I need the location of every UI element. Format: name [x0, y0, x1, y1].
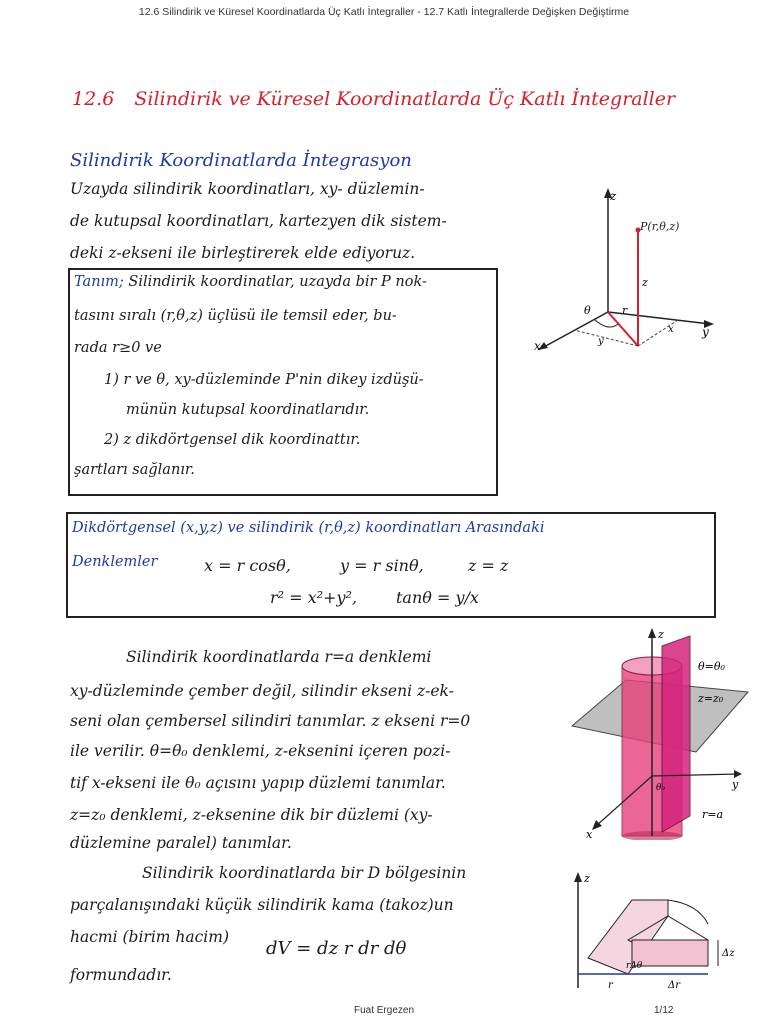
body-line: parçalanışındaki küçük silindirik kama (takoz)un [70, 896, 454, 914]
fig3-r-label: r [608, 980, 613, 991]
definition-line: 1) r ve θ, xy-düzleminde P'nin dikey izdüşü- [104, 372, 424, 388]
body-line: Silindirik koordinatlarda bir D bölgesinin [142, 864, 467, 882]
intro-line-2: de kutupsal koordinatları, kartezyen dik sistem- [70, 212, 447, 230]
relations-title-1: Dikdörtgensel (x,y,z) ve silindirik (r,θ,z) koordinatları Arasındaki [72, 520, 545, 536]
fig2-x-label: x [586, 828, 593, 840]
fig2-angle-label: θ₀ [656, 783, 666, 793]
fig2-ra-label: r=a [702, 808, 724, 821]
fig2-theta0-label: θ=θ₀ [698, 660, 725, 673]
fig1-point-label: P(r,θ,z) [640, 220, 680, 233]
cylindrical-wedge-figure [568, 870, 754, 994]
fig1-z-height: z [642, 276, 648, 289]
relations-title-2: Denklemler [72, 554, 158, 570]
definition-line: 2) z dikdörtgensel dik koordinattır. [104, 432, 361, 448]
body-line: xy-düzleminde çember değil, silindir ekseni z-ek- [70, 682, 454, 700]
fig3-rdtheta-label: rΔθ [626, 961, 643, 971]
chapter-title [72, 88, 675, 110]
fig1-theta-label: θ [584, 304, 591, 317]
definition-line: şartları sağlanır. [74, 462, 195, 478]
equation-r: r² = x²+y², [270, 588, 358, 607]
equation-x: x = r cosθ, [204, 556, 291, 575]
body-line: tif x-ekseni ile θ₀ açısını yapıp düzlemi tanımlar. [70, 774, 446, 792]
definition-first-line [74, 274, 427, 290]
definition-label: Tanım; [74, 274, 124, 290]
footer-author: Fuat Ergezen [353, 1005, 415, 1016]
fig1-x-label: x [534, 339, 541, 353]
definition-line: rada r≥0 ve [74, 340, 162, 356]
definition-line: tasını sıralı (r,θ,z) üçlüsü ile temsil eder, bu- [74, 308, 397, 324]
fig3-z-label: z [584, 872, 590, 885]
fig2-y-label: y [732, 778, 739, 791]
equation-z: z = z [468, 556, 509, 575]
equation-tan: tanθ = y/x [396, 588, 479, 607]
volume-element-formula: dV = dz r dr dθ [266, 938, 407, 959]
fig2-z0-label: z=z₀ [698, 692, 724, 705]
body-line: ile verilir. θ=θ₀ denklemi, z-eksenini içeren pozi- [70, 742, 451, 760]
fig1-x-coord: x [668, 324, 674, 335]
page-number: 1/12 [654, 1005, 674, 1016]
body-line: formundadır. [70, 966, 172, 984]
fig1-r-label: r [622, 304, 628, 317]
intro-line-1: Uzayda silindirik koordinatları, xy- düzlemin- [70, 180, 425, 198]
body-line: z=z₀ denklemi, z-eksenine dik bir düzlemi (xy- [70, 806, 433, 824]
cylinder-planes-figure [566, 626, 756, 840]
body-line: Silindirik koordinatlarda r=a denklemi [126, 648, 432, 666]
chapter-number: 12.6 [72, 88, 115, 110]
chapter-title-text: Silindirik ve Küresel Koordinatlarda Üç Katlı İntegraller [134, 88, 676, 110]
body-line: hacmi (birim hacim) [70, 928, 230, 946]
fig1-y-label: y [702, 325, 709, 339]
body-line: düzlemine paralel) tanımlar. [70, 834, 292, 852]
intro-line-3: deki z-ekseni ile birleştirerek elde ediyoruz. [70, 244, 416, 262]
section-heading: Silindirik Koordinatlarda İntegrasyon [70, 150, 412, 171]
definition-first: Silindirik koordinatlar, uzayda bir P nok- [128, 274, 427, 290]
fig1-y-coord: y [598, 336, 604, 347]
equation-y: y = r sinθ, [340, 556, 424, 575]
body-line: seni olan çembersel silindiri tanımlar. z ekseni r=0 [70, 712, 471, 730]
page-header: 12.6 Silindirik ve Küresel Koordinatlarda Üç Katlı İntegraller - 12.7 Katlı İntegrallerde Değişken Değiştirme [138, 6, 630, 18]
fig3-dz-label: Δz [722, 948, 735, 959]
cylindrical-point-figure [528, 182, 728, 354]
fig1-z-label: z [610, 189, 617, 203]
definition-line: münün kutupsal koordinatlarıdır. [126, 402, 370, 418]
fig3-dr-label: Δr [668, 980, 681, 991]
fig2-z-label: z [658, 628, 664, 641]
